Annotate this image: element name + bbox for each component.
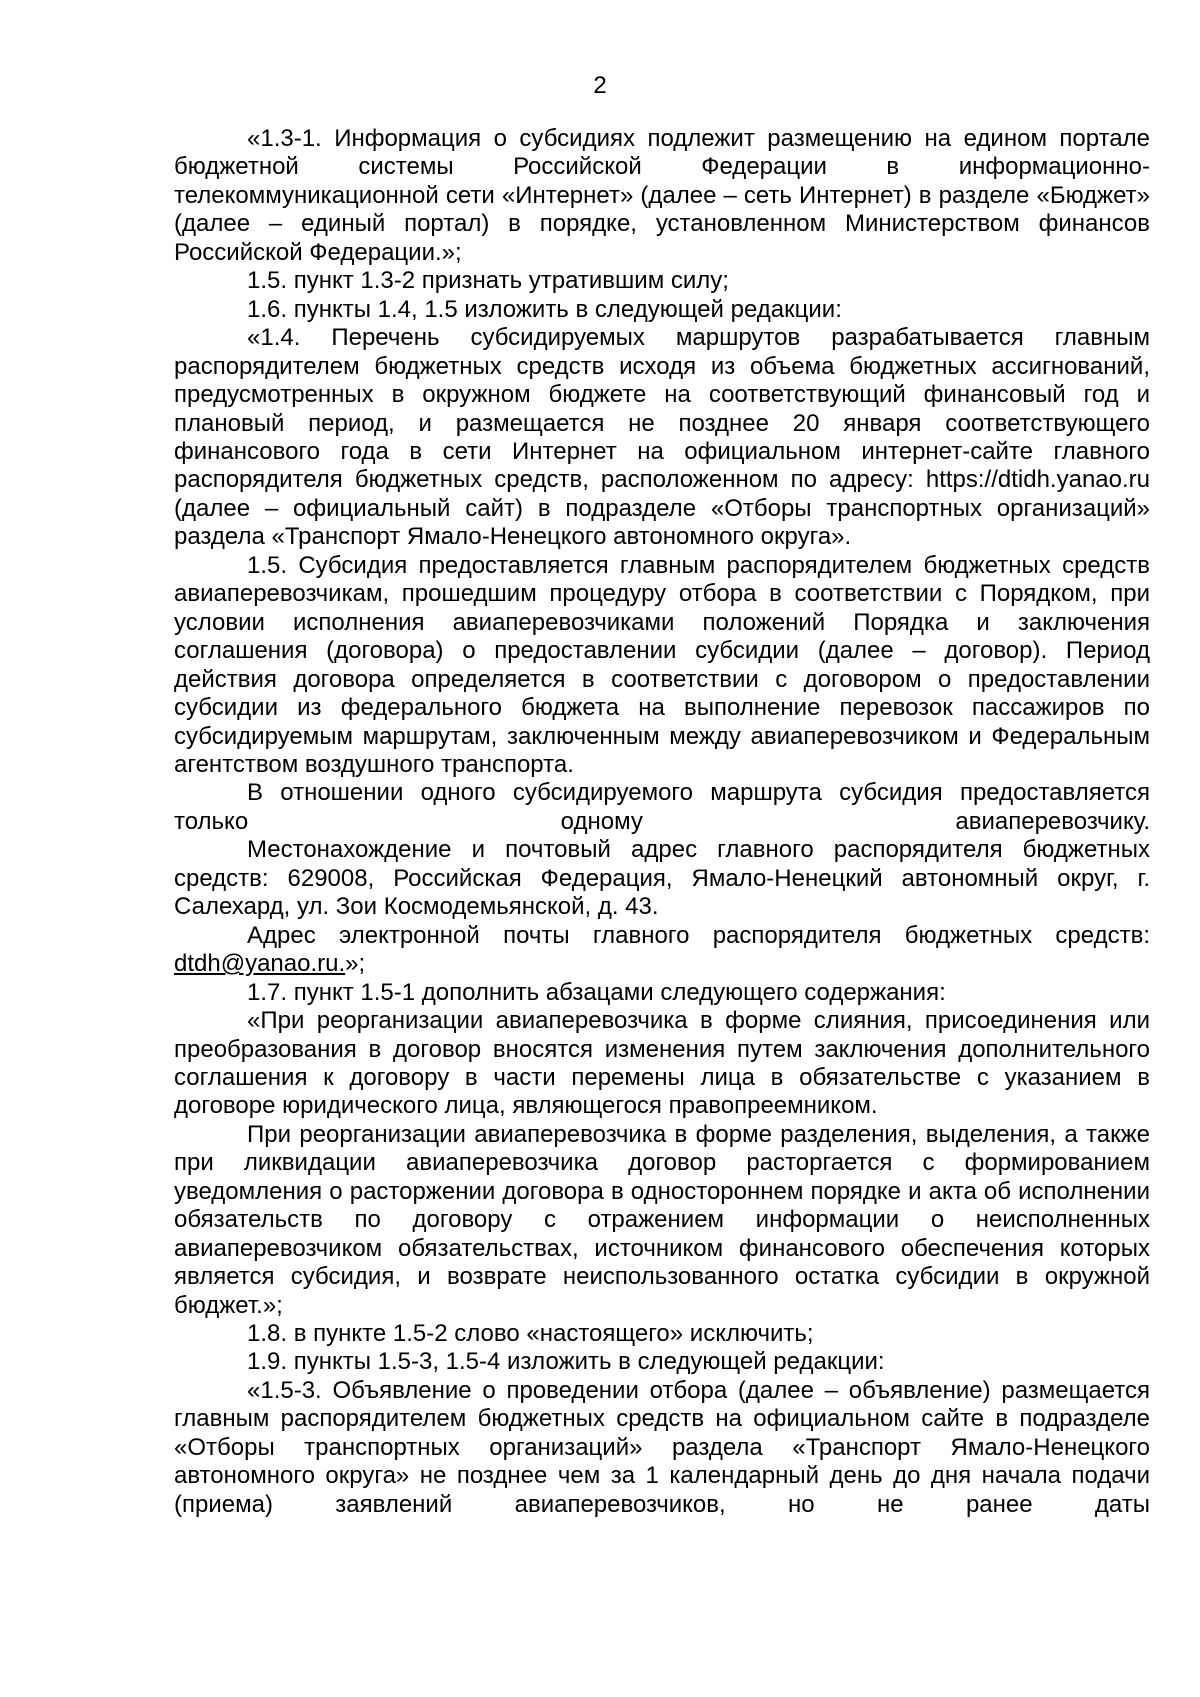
page-number: 2 bbox=[593, 72, 607, 99]
email-tail: »; bbox=[345, 950, 366, 978]
paragraph-1-3-1: «1.3-1. Информация о субсидиях подлежит размещению на едином портале бюджетной системы Российской Федерации в информационно-телекоммуникационной сети «Интернет» (далее – сеть Интернет) в разделе «Бюджет» (далее – единый портал) в порядке, установленном Министерством финансов Российской Федерации.»; bbox=[174, 125, 1150, 266]
document-body bbox=[174, 125, 1150, 1519]
paragraph-reorganization-division: При реорганизации авиаперевозчика в форме разделения, выделения, а также при ликвидации авиаперевозчика договор расторгается с формированием уведомления о расторжении договора в одностороннем порядке и акта об исполнении обязательств по договору с отражением информации о неисполненных авиаперевозчиком обязательствах, источником финансового обеспечения которых является субсидия, и возврате неиспользованного остатка субсидии в окружной бюджет.»; bbox=[174, 1120, 1150, 1319]
paragraph-item-1-9: 1.9. пункты 1.5-3, 1.5-4 изложить в следующей редакции: bbox=[247, 1348, 885, 1376]
paragraph-one-route: В отношении одного субсидируемого маршрута субсидия предоставляется только одному авиаперевозчику. bbox=[174, 779, 1150, 835]
paragraph-item-1-7: 1.7. пункт 1.5-1 дополнить абзацами следующего содержания: bbox=[247, 978, 946, 1006]
paragraph-item-1-6: 1.6. пункты 1.4, 1.5 изложить в следующей редакции: bbox=[247, 295, 842, 323]
email-label: Адрес электронной почты главного распорядителя бюджетных средств: bbox=[247, 921, 1150, 949]
paragraph-reorganization-merger: «При реорганизации авиаперевозчика в форме слияния, присоединения или преобразования в договор вносятся изменения путем заключения дополнительного соглашения к договору в части перемены лица в обязательстве с указанием в договоре юридического лица, являющегося правопреемником. bbox=[174, 1007, 1150, 1120]
paragraph-1-4: «1.4. Перечень субсидируемых маршрутов разрабатывается главным распорядителем бюджетных средств исходя из объема бюджетных ассигнований, предусмотренных в окружном бюджете на соответствующий финансовый год и плановый период, и размещается не позднее 20 января соответствующего финансового года в сети Интернет на официальном интернет-сайте главного распорядителя бюджетных средств, расположенном по адресу: https://dtidh.yanao.ru (далее – официальный сайт) в подразделе «Отборы транспортных организаций» раздела «Транспорт Ямало-Ненецкого автономного округа». bbox=[174, 324, 1150, 551]
paragraph-email bbox=[174, 922, 1150, 979]
paragraph-1-5-3: «1.5-3. Объявление о проведении отбора (далее – объявление) размещается главным распорядителем бюджетных средств на официальном сайте в подразделе «Отборы транспортных организаций» раздела «Транспорт Ямало-Ненецкого автономного округа» не позднее чем за 1 календарный день до дня начала подачи (приема) заявлений авиаперевозчиков, но не ранее даты bbox=[174, 1376, 1150, 1518]
paragraph-item-1-5: 1.5. пункт 1.3-2 признать утратившим силу; bbox=[247, 267, 729, 295]
email-link[interactable]: dtdh@yanao.ru. bbox=[174, 950, 346, 978]
paragraph-item-1-8: 1.8. в пункте 1.5-2 слово «настоящего» исключить; bbox=[247, 1320, 814, 1348]
paragraph-address: Местонахождение и почтовый адрес главного распорядителя бюджетных средств: 629008, Российская Федерация, Ямало-Ненецкий автономный округ, г. Салехард, ул. Зои Космодемьянской, д. 43. bbox=[174, 836, 1150, 921]
paragraph-1-5-subsidy: 1.5. Субсидия предоставляется главным распорядителем бюджетных средств авиаперевозчикам, прошедшим процедуру отбора в соответствии с Порядком, при условии исполнения авиаперевозчиками положений Порядка и заключения соглашения (договора) о предоставлении субсидии (далее – договор). Период действия договора определяется в соответствии с договором о предоставлении субсидии из федерального бюджета на выполнение перевозок пассажиров по субсидируемым маршрутам, заключенным между авиаперевозчиком и Федеральным агентством воздушного транспорта. bbox=[174, 551, 1150, 778]
